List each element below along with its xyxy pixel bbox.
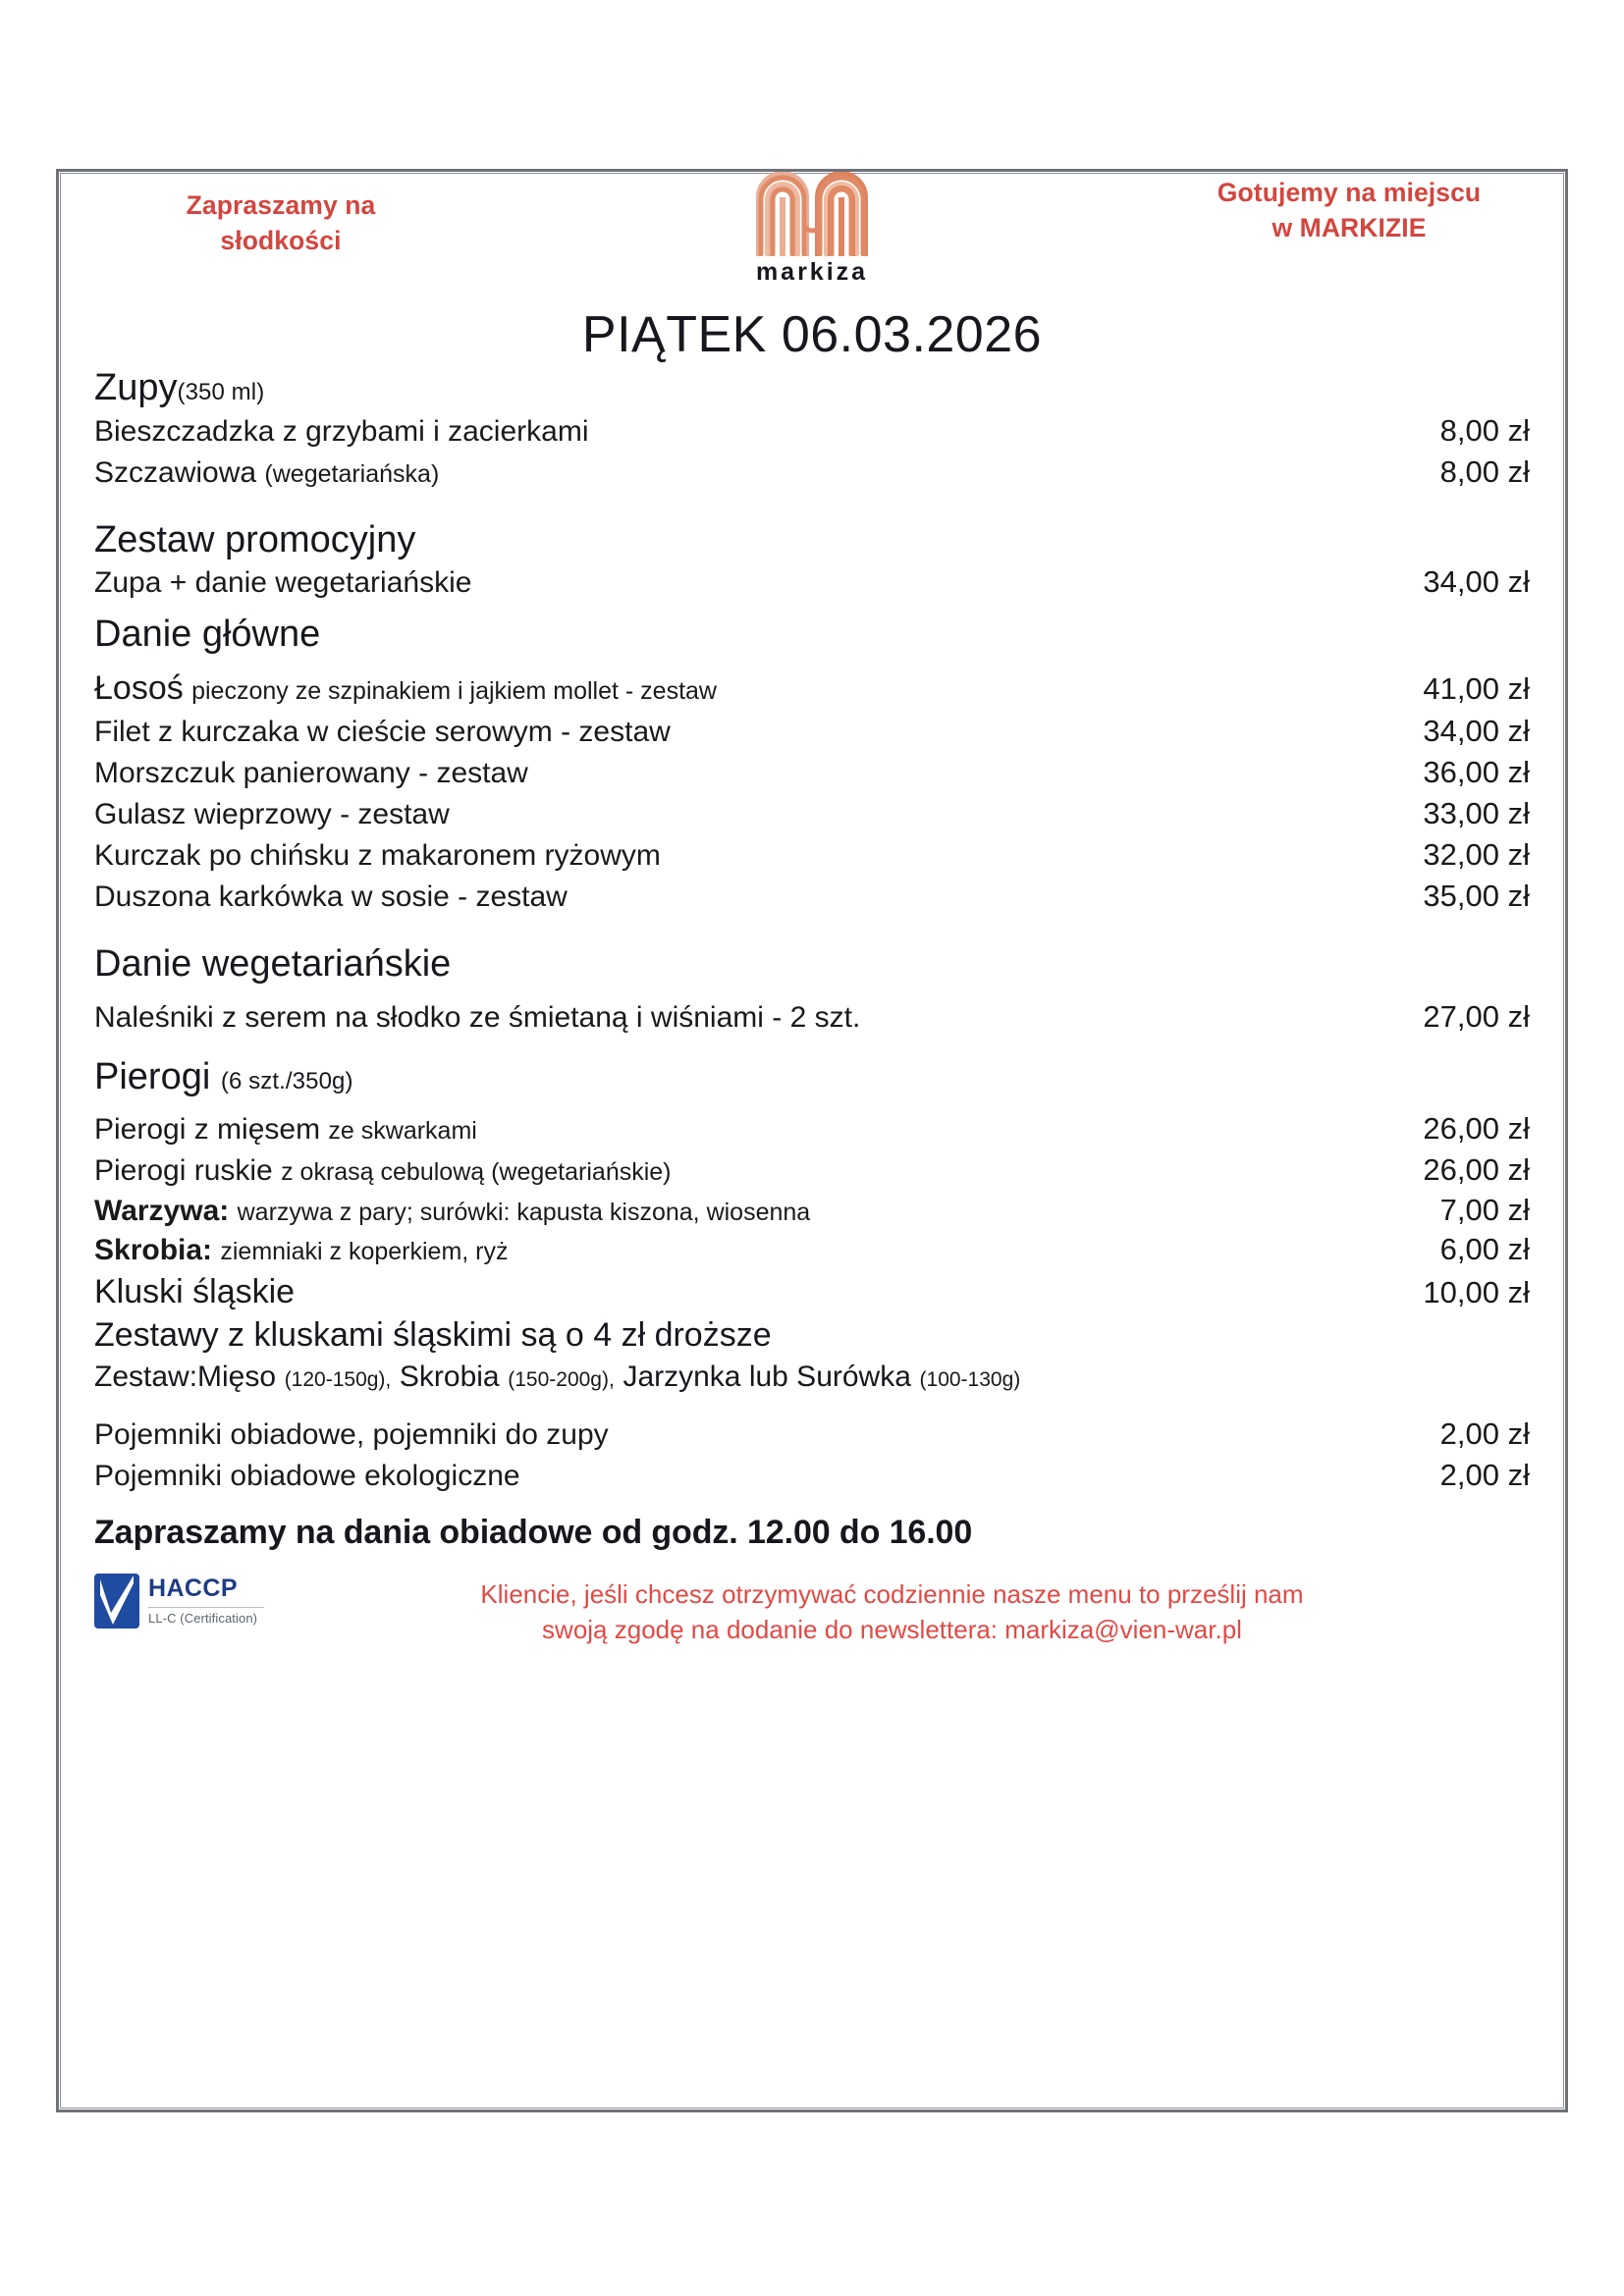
menu-item-name — [94, 1151, 672, 1191]
haccp-divider — [148, 1607, 264, 1608]
menu-item-price: 8,00 zł — [1439, 454, 1530, 489]
newsletter-line1: Kliencie, jeśli chcesz otrzymywać codziennie nasze menu to prześlij nam — [480, 1579, 1304, 1610]
menu-item-name: Kurczak po chińsku z makaronem ryżowym — [94, 839, 661, 873]
note-zestaw-label: Zestaw:Mięso — [94, 1361, 277, 1394]
menu-item-name-main: Pierogi z mięsem — [94, 1113, 321, 1147]
note-zestaw-part3: Jarzynka lub Surówka — [623, 1361, 911, 1394]
menu-item-price: 35,00 zł — [1423, 878, 1530, 913]
brand-wordmark: markiza — [755, 258, 869, 286]
menu-item-row — [94, 1149, 1530, 1191]
menu-item-row — [94, 996, 1530, 1038]
markiza-m-logo-icon — [751, 169, 873, 256]
menu-item-row — [94, 452, 1530, 493]
menu-item-row — [94, 876, 1530, 917]
haccp-checkmark-icon — [94, 1574, 139, 1629]
section-heading-pierogi-sub: (6 szt./350g) — [220, 1067, 353, 1095]
menu-item-row — [94, 1270, 1530, 1313]
menu-item-name: Kluski śląskie — [94, 1272, 296, 1310]
menu-item-name-note: warzywa z pary; surówki: kapusta kiszona, wiosenna — [237, 1199, 811, 1227]
promo-sweets-text — [134, 188, 428, 259]
menu-item-row — [94, 711, 1530, 752]
menu-item-name-note: ze skwarkami — [328, 1117, 477, 1146]
menu-item-name-note: pieczony ze szpinakiem i jajkiem mollet - zestaw — [191, 677, 717, 706]
promo-cooked-line2: w MARKIZIE — [1272, 212, 1427, 242]
menu-item-row — [94, 1230, 1530, 1269]
menu-item-row — [94, 752, 1530, 793]
newsletter-line2: swoją zgodę na dodanie do newslettera: markiza@vien-war.pl — [542, 1615, 1242, 1645]
menu-item-name — [94, 667, 717, 711]
menu-item-name: Duszona karkówka w sosie - zestaw — [94, 880, 568, 913]
menu-item-name: Naleśniki z serem na słodko ze śmietaną i wiśniami - 2 szt. — [94, 1000, 861, 1034]
section-heading-pierogi — [94, 1055, 1530, 1099]
menu-item-price: 27,00 zł — [1423, 998, 1530, 1034]
menu-item-row — [94, 834, 1530, 876]
opening-hours-callout: Zapraszamy na dania obiadowe od godz. 12.00 do 16.00 — [94, 1514, 973, 1552]
menu-item-name-note: z okrasą cebulową (wegetariańskie) — [281, 1158, 672, 1187]
promo-sweets-line1: Zapraszamy na — [186, 190, 376, 220]
haccp-name: HACCP — [148, 1575, 238, 1603]
section-heading-zupy-sub: (350 ml) — [177, 379, 265, 405]
note-zestaw-weight2: (150-200g), — [508, 1368, 615, 1392]
menu-item-name — [94, 1231, 509, 1269]
section-heading-danie-glowne-label: Danie główne — [94, 614, 321, 656]
menu-item-row — [94, 793, 1530, 834]
menu-date-title: PIĄTEK 06.03.2026 — [581, 306, 1043, 363]
newsletter-invitation — [264, 1572, 1530, 1648]
note-zestaw-weight1: (120-150g), — [284, 1368, 392, 1392]
menu-item-price: 36,00 zł — [1423, 755, 1530, 790]
section-heading-danie-glowne — [94, 613, 1530, 657]
menu-item-row — [94, 1455, 1530, 1496]
menu-item-price: 33,00 zł — [1423, 796, 1530, 831]
note-zestaw-weight3: (100-130g) — [919, 1368, 1021, 1392]
section-heading-zestaw-promocyjny-label: Zestaw promocyjny — [94, 518, 416, 561]
section-heading-danie-wegetarianskie — [94, 942, 1530, 987]
menu-header — [94, 172, 1530, 299]
menu-item-price: 10,00 zł — [1423, 1274, 1530, 1309]
menu-item-price: 6,00 zł — [1439, 1232, 1530, 1267]
promo-cooked-onsite-text — [1192, 176, 1506, 246]
note-zestaw-composition — [94, 1357, 1530, 1396]
menu-item-price: 34,00 zł — [1423, 714, 1530, 749]
menu-item-name-main: Łosoś — [94, 669, 184, 708]
menu-item-row — [94, 1108, 1530, 1149]
menu-footer — [94, 1572, 1530, 1648]
menu-item-row — [94, 667, 1530, 711]
menu-page — [56, 169, 1568, 2112]
promo-cooked-line1: Gotujemy na miejscu — [1217, 178, 1482, 207]
menu-item-price: 32,00 zł — [1423, 837, 1530, 873]
menu-item-name: Morszczuk panierowany - zestaw — [94, 757, 528, 790]
menu-item-price: 26,00 zł — [1423, 1111, 1530, 1147]
section-heading-pierogi-label: Pierogi — [94, 1055, 211, 1097]
menu-item-name: Pojemniki obiadowe, pojemniki do zupy — [94, 1418, 609, 1452]
section-heading-zupy-label: Zupy — [94, 367, 178, 408]
menu-item-name-label: Skrobia: — [94, 1234, 213, 1267]
brand-logo — [724, 169, 900, 287]
note-kluski-surcharge: Zestawy z kluskami śląskimi są o 4 zł droższe — [94, 1315, 772, 1354]
section-heading-zestaw-promocyjny — [94, 518, 1530, 562]
menu-item-name-label: Warzywa: — [94, 1195, 230, 1228]
section-heading-danie-wegetarianskie-label: Danie wegetariańskie — [94, 942, 452, 985]
menu-item-price: 41,00 zł — [1423, 671, 1530, 707]
promo-sweets-line2: słodkości — [220, 225, 342, 255]
menu-page-inner — [59, 172, 1565, 2109]
menu-item-name-main: Szczawiowa — [94, 455, 257, 489]
menu-item-price: 26,00 zł — [1423, 1152, 1530, 1188]
menu-item-price: 2,00 zł — [1439, 1458, 1530, 1493]
menu-item-name: Pojemniki obiadowe ekologiczne — [94, 1460, 520, 1493]
menu-item-name-note: (wegetariańska) — [264, 459, 440, 488]
menu-item-name — [94, 454, 439, 493]
haccp-text-block — [148, 1574, 264, 1625]
menu-item-name — [94, 1192, 810, 1230]
menu-item-price: 34,00 zł — [1423, 564, 1530, 600]
menu-item-name-main: Pierogi ruskie — [94, 1154, 273, 1188]
menu-item-name — [94, 1110, 477, 1149]
menu-item-row — [94, 561, 1530, 603]
menu-item-price: 7,00 zł — [1439, 1193, 1530, 1228]
menu-item-row — [94, 1191, 1530, 1230]
menu-item-row — [94, 1414, 1530, 1455]
haccp-certification-badge — [94, 1572, 264, 1629]
menu-item-price: 8,00 zł — [1439, 412, 1530, 448]
menu-item-row — [94, 410, 1530, 452]
menu-item-name: Bieszczadzka z grzybami i zacierkami — [94, 414, 589, 448]
menu-item-name: Filet z kurczaka w cieście serowym - zestaw — [94, 716, 671, 749]
menu-item-name-note: ziemniaki z koperkiem, ryż — [220, 1238, 509, 1266]
note-zestaw-part2: Skrobia — [399, 1361, 500, 1394]
section-heading-zupy — [94, 366, 1530, 410]
haccp-sublabel: LL-C (Certification) — [148, 1611, 258, 1627]
menu-item-price: 2,00 zł — [1439, 1416, 1530, 1452]
menu-item-name: Gulasz wieprzowy - zestaw — [94, 798, 450, 831]
menu-item-name: Zupa + danie wegetariańskie — [94, 566, 472, 600]
